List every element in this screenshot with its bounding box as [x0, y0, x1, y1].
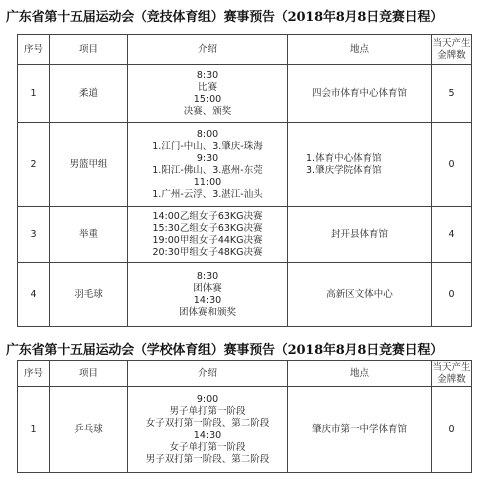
header-item: 项目 [50, 35, 128, 65]
cell-intro: 8:30 比赛 15:00 决赛、颁奖 [128, 65, 288, 123]
header-no: 序号 [18, 35, 50, 65]
cell-medals: 5 [432, 65, 472, 123]
header-intro: 介绍 [128, 35, 288, 65]
cell-item: 柔道 [50, 65, 128, 123]
header-no: 序号 [18, 361, 50, 387]
cell-medals: 4 [432, 207, 472, 263]
cell-no: 4 [18, 263, 50, 327]
table-row [18, 207, 472, 263]
cell-no: 1 [18, 387, 50, 473]
schedule-table-school [17, 360, 472, 473]
table-row [18, 65, 472, 123]
cell-item: 羽毛球 [50, 263, 128, 327]
header-location: 地点 [288, 35, 432, 65]
table-header-row [18, 35, 472, 65]
cell-location: 高新区文体中心 [288, 263, 432, 327]
cell-medals: 0 [432, 123, 472, 207]
cell-intro: 14:00乙组女子63KG决赛 15:30乙组女子63KG决赛 19:00甲组女子44KG决赛 20:30甲组女子48KG决赛 [128, 207, 288, 263]
header-medals: 当天产生 金牌数 [432, 361, 471, 385]
section1-title: 广东省第十五届运动会（竞技体育组）赛事预告（2018年8月8日竞赛日程） [6, 10, 444, 25]
schedule-table-competitive [17, 34, 472, 327]
table-row [18, 387, 472, 473]
cell-no: 3 [18, 207, 50, 263]
cell-no: 1 [18, 65, 50, 123]
header-item: 项目 [50, 361, 128, 387]
table-row [18, 263, 472, 327]
cell-item: 男篮甲组 [50, 123, 128, 207]
table-row [18, 123, 472, 207]
header-medals: 当天产生 金牌数 [432, 35, 472, 65]
table-header-row [18, 361, 472, 387]
section2-title: 广东省第十五届运动会（学校体育组）赛事预告（2018年8月8日竞赛日程） [6, 343, 444, 358]
cell-location: 肇庆市第一中学体育馆 [288, 387, 432, 473]
cell-item: 举重 [50, 207, 128, 263]
cell-location: 封开县体育馆 [288, 207, 432, 263]
cell-location: 四会市体育中心体育馆 [288, 65, 432, 123]
cell-item: 乒乓球 [50, 387, 128, 473]
header-intro: 介绍 [128, 361, 288, 387]
cell-intro: 9:00 男子单打第一阶段 女子双打第一阶段、第二阶段 14:30 女子单打第一阶段 男子双打第一阶段、第二阶段 [128, 387, 288, 473]
cell-medals: 0 [432, 263, 472, 327]
header-location: 地点 [288, 361, 432, 387]
cell-intro: 8:30 团体赛 14:30 团体赛和颁奖 [128, 263, 288, 327]
cell-medals: 0 [432, 387, 472, 473]
cell-location: 1.体育中心体育馆 3.肇庆学院体育馆 [288, 123, 432, 207]
cell-intro: 8:00 1.江门-中山、3.肇庆-珠海 9:30 1.阳江-佛山、3.惠州-东莞 11:00 1.广州-云浮、3.湛江-汕头 [128, 123, 288, 207]
cell-no: 2 [18, 123, 50, 207]
